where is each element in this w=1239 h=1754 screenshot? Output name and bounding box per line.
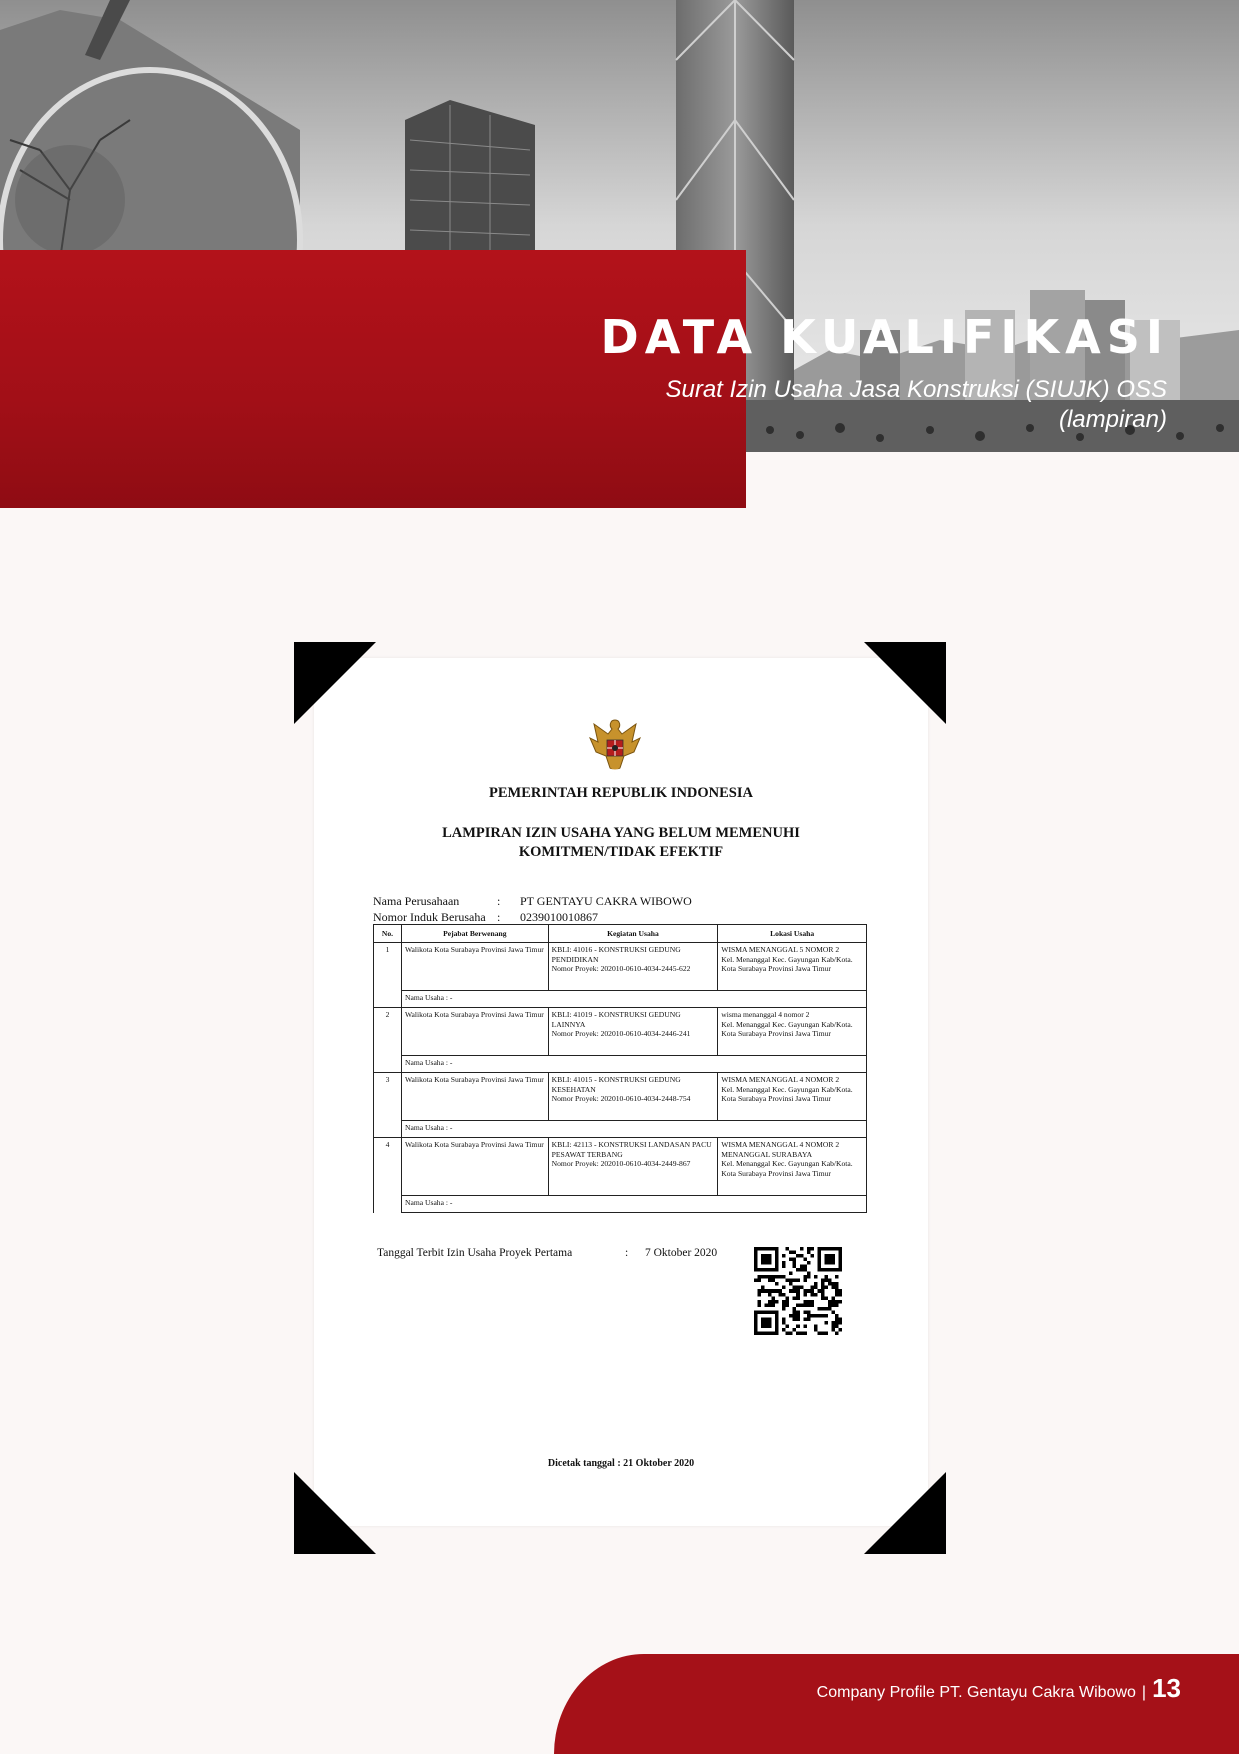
company-value: PT GENTAYU CAKRA WIBOWO xyxy=(520,894,692,908)
row-location-cell xyxy=(718,1138,867,1196)
row-location-detail: Kel. Menanggal Kec. Gayungan Kab/Kota. Kota Surabaya Provinsi Jawa Timur xyxy=(721,1159,853,1178)
column-header: Lokasi Usaha xyxy=(718,925,867,943)
table-row xyxy=(374,943,867,991)
row-activity-cell xyxy=(548,1073,718,1121)
row-location: WISMA MENANGGAL 5 NOMOR 2 xyxy=(721,945,840,954)
page-title: DATA KUALIFIKASI xyxy=(600,310,1169,364)
table-header-row xyxy=(374,925,867,943)
page-subtitle: Surat Izin Usaha Jasa Konstruksi (SIUJK) OSS (lampiran) xyxy=(665,376,1167,433)
row-business-name: Nama Usaha : - xyxy=(401,1056,866,1073)
row-location-detail: Kel. Menanggal Kec. Gayungan Kab/Kota. Kota Surabaya Provinsi Jawa Timur xyxy=(721,954,853,973)
row-number: 2 xyxy=(374,1008,402,1073)
page-number: 13 xyxy=(1152,1673,1181,1703)
company-label: Nama Perusahaan xyxy=(373,894,460,908)
table-subrow xyxy=(374,1121,867,1138)
printed-date: Dicetak tanggal : 21 Oktober 2020 xyxy=(547,1458,695,1469)
row-project: Nomor Proyek: 202010-0610-4034-2446-241 xyxy=(551,1029,691,1038)
row-activity: KBLI: 41015 - KONSTRUKSI GEDUNG KESEHATAN xyxy=(551,1075,681,1094)
row-location-cell xyxy=(718,1073,867,1121)
row-activity-cell xyxy=(548,1138,718,1196)
row-official: Walikota Kota Surabaya Provinsi Jawa Timur xyxy=(401,1138,548,1196)
photo-corner-bottom-right xyxy=(864,1472,946,1554)
row-location-cell xyxy=(718,1008,867,1056)
nib-colon: : xyxy=(497,910,501,924)
row-business-name: Nama Usaha : - xyxy=(401,1196,866,1213)
document-frame xyxy=(294,642,946,1554)
banner-gap xyxy=(746,452,1239,508)
garuda-emblem-icon xyxy=(582,712,648,778)
row-activity: KBLI: 41019 - KONSTRUKSI GEDUNG LAINNYA xyxy=(551,1010,681,1029)
table-subrow xyxy=(374,1196,867,1213)
row-location: wisma menanggal 4 nomor 2 xyxy=(721,1010,810,1019)
photo-corner-top-left xyxy=(294,642,376,724)
row-official: Walikota Kota Surabaya Provinsi Jawa Timur xyxy=(401,943,548,991)
row-project: Nomor Proyek: 202010-0610-4034-2448-754 xyxy=(551,1094,691,1103)
row-activity: KBLI: 42113 - KONSTRUKSI LANDASAN PACU PESAWAT TERBANG xyxy=(551,1140,712,1159)
column-header: Kegiatan Usaha xyxy=(548,925,718,943)
table-row xyxy=(374,1008,867,1056)
company-colon: : xyxy=(497,894,501,908)
row-project: Nomor Proyek: 202010-0610-4034-2445-622 xyxy=(551,964,691,973)
issue-label: Tanggal Terbit Izin Usaha Proyek Pertama xyxy=(377,1247,573,1259)
row-business-name: Nama Usaha : - xyxy=(401,991,866,1008)
footer-bar xyxy=(554,1654,1239,1754)
table-row xyxy=(374,1073,867,1121)
row-number: 4 xyxy=(374,1138,402,1213)
row-project: Nomor Proyek: 202010-0610-4034-2449-867 xyxy=(551,1159,691,1168)
permit-document xyxy=(314,658,928,1526)
table-subrow xyxy=(374,991,867,1008)
row-number: 3 xyxy=(374,1073,402,1138)
photo-corner-bottom-left xyxy=(294,1472,376,1554)
document-government-heading: PEMERINTAH REPUBLIK INDONESIA xyxy=(489,785,753,801)
qr-code-icon xyxy=(754,1247,842,1335)
row-business-name: Nama Usaha : - xyxy=(401,1121,866,1138)
issue-date: 7 Oktober 2020 xyxy=(645,1247,718,1259)
footer-company: Company Profile PT. Gentayu Cakra Wibowo xyxy=(816,1684,1136,1701)
row-location-cell xyxy=(718,943,867,991)
document-title: LAMPIRAN IZIN USAHA YANG BELUM MEMENUHI KOMITMEN/TIDAK EFEKTIF xyxy=(442,825,800,860)
footer-separator: | xyxy=(1141,1684,1147,1701)
table-row xyxy=(374,1138,867,1196)
column-header: Pejabat Berwenang xyxy=(401,925,548,943)
row-number: 1 xyxy=(374,943,402,1008)
row-location: WISMA MENANGGAL 4 NOMOR 2 xyxy=(721,1075,840,1084)
row-activity-cell xyxy=(548,943,718,991)
row-activity-cell xyxy=(548,1008,718,1056)
row-location: WISMA MENANGGAL 4 NOMOR 2 MENANGGAL SURABAYA xyxy=(721,1140,840,1159)
photo-corner-top-right xyxy=(864,642,946,724)
permits-table xyxy=(373,924,867,1213)
row-official: Walikota Kota Surabaya Provinsi Jawa Timur xyxy=(401,1008,548,1056)
column-header: No. xyxy=(374,925,402,943)
row-location-detail: Kel. Menanggal Kec. Gayungan Kab/Kota. Kota Surabaya Provinsi Jawa Timur xyxy=(721,1084,853,1103)
row-location-detail: Kel. Menanggal Kec. Gayungan Kab/Kota. Kota Surabaya Provinsi Jawa Timur xyxy=(721,1019,853,1038)
table-subrow xyxy=(374,1056,867,1073)
row-official: Walikota Kota Surabaya Provinsi Jawa Timur xyxy=(401,1073,548,1121)
row-activity: KBLI: 41016 - KONSTRUKSI GEDUNG PENDIDIKAN xyxy=(551,945,681,964)
issue-colon: : xyxy=(625,1247,629,1259)
nib-label: Nomor Induk Berusaha xyxy=(373,910,486,924)
footer xyxy=(817,1673,1181,1704)
nib-value: 0239010010867 xyxy=(520,910,598,924)
